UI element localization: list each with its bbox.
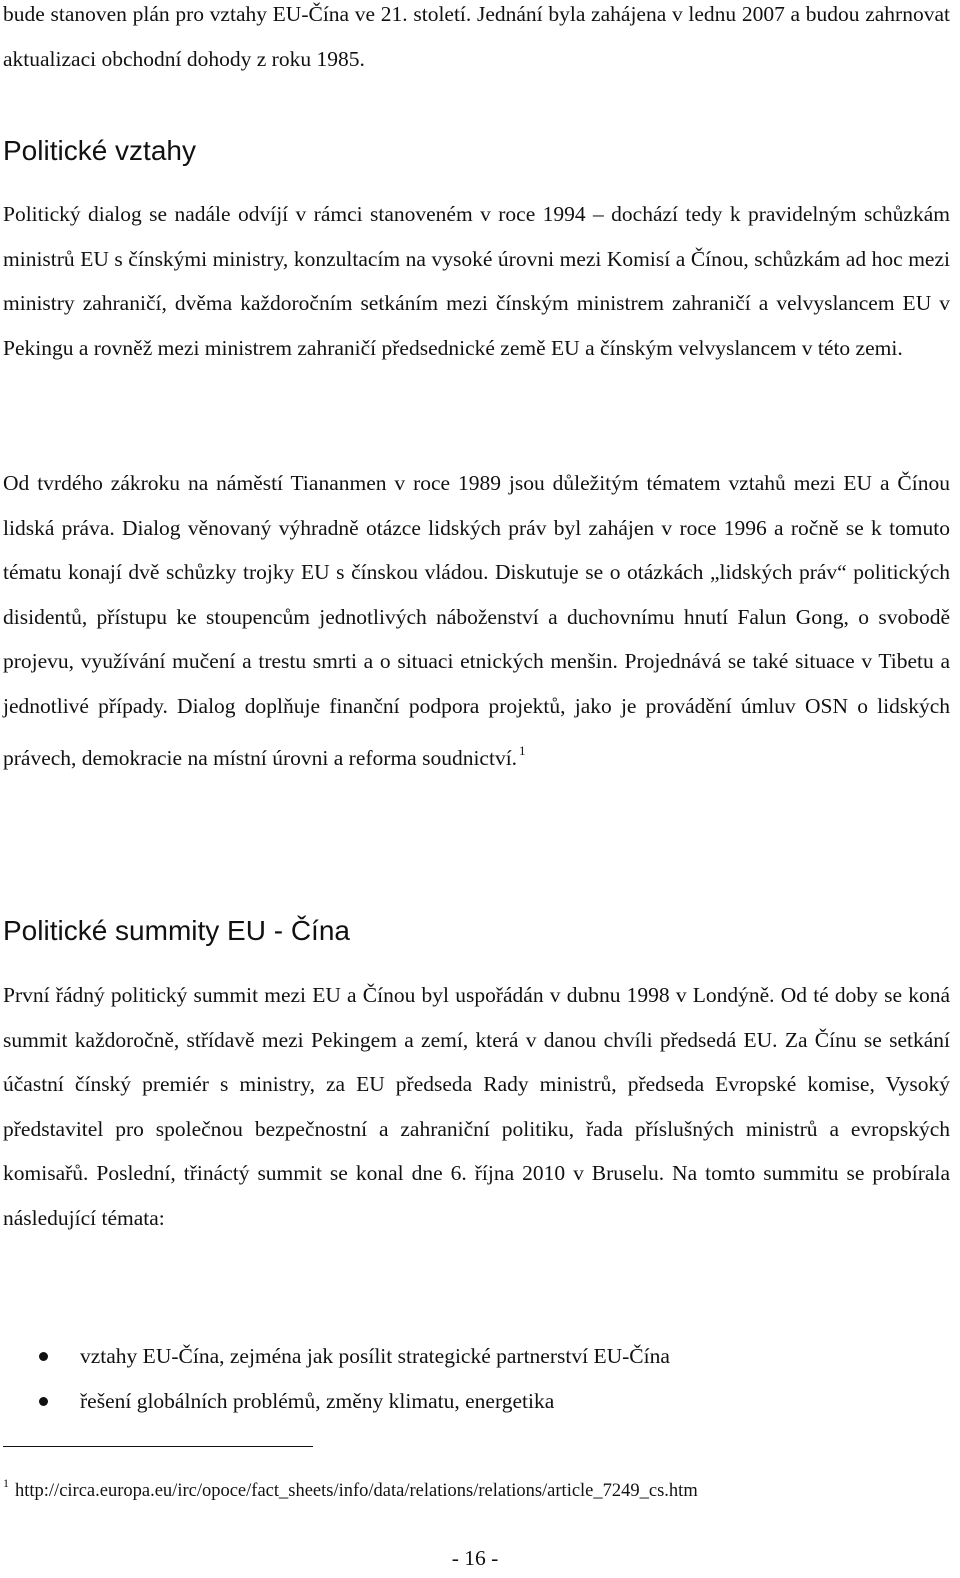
- heading-political-relations: Politické vztahy: [3, 135, 196, 166]
- bullet-icon: [39, 1352, 48, 1361]
- bullet-icon: [39, 1397, 48, 1406]
- heading-political-summits: Politické summity EU - Čína: [3, 915, 350, 946]
- footnote-mark: 1: [3, 1476, 9, 1490]
- human-rights-text: Od tvrdého zákroku na náměstí Tiananmen v roce 1989 jsou důležitým tématem vztahů mezi EU a Čínou lidská práva. Dialog věnovaný výhradně otázce lidských práv byl zahájen v roce 1996 a ročně se k tomuto tématu konají dvě schůzky trojky EU s čínskou vládou. Diskutuje se o otázkách „lidských práv“ politických disidentů, přístupu ke stoupencům jednotlivých náboženství a duchovnímu hnutí Falun Gong, o svobodě projevu, využívání mučení a trestu smrti a o situaci etnických menšin. Projednává se také situace v Tibetu a jednotlivé případy. Dialog doplňuje finanční podpora projektů, jako je provádění úmluv OSN o lidských právech, demokracie na místní úrovni a reforma soudnictví.: [3, 471, 950, 770]
- intro-text: bude stanoven plán pro vztahy EU-Čína ve 21. století. Jednání byla zahájena v lednu 2007 a budou zahrnovat aktualizaci obchodní dohody z roku 1985.: [3, 2, 950, 71]
- political-dialog-paragraph: [3, 192, 950, 370]
- list-item: [0, 1334, 960, 1379]
- footnote-divider: [3, 1446, 313, 1447]
- topic-list: [0, 1334, 960, 1424]
- human-rights-paragraph: [3, 461, 950, 780]
- list-item-text: řešení globálních problémů, změny klimatu, energetika: [80, 1389, 555, 1413]
- summits-paragraph: [3, 973, 950, 1241]
- page-number: - 16 -: [451, 1546, 499, 1570]
- summits-text: První řádný politický summit mezi EU a Čínou byl uspořádán v dubnu 1998 v Londýně. Od té doby se koná summit každoročně, střídavě mezi Pekingem a zemí, která v danou chvíli předsedá EU. Za Čínu se setkání účastní čínský premiér s ministry, za EU předseda Rady ministrů, předseda Evropské komise, Vysoký představitel pro společnou bezpečnostní a zahraniční politiku, řada příslušných ministrů a evropských komisařů. Poslední, třináctý summit se konal dne 6. října 2010 v Bruselu. Na tomto summitu se probírala následující témata:: [3, 983, 950, 1230]
- footnote-link[interactable]: http://circa.europa.eu/irc/opoce/fact_sheets/info/data/relations/relations/article_7249_cs.htm: [15, 1481, 698, 1501]
- footnote-reference: 1: [519, 742, 526, 758]
- footnote: [3, 1470, 698, 1504]
- list-item: [0, 1379, 960, 1424]
- list-item-text: vztahy EU-Čína, zejména jak posílit strategické partnerství EU-Čína: [80, 1344, 670, 1368]
- political-dialog-text: Politický dialog se nadále odvíjí v rámci stanoveném v roce 1994 – dochází tedy k pravidelným schůzkám ministrů EU s čínskými ministry, konzultacím na vysoké úrovni mezi Komisí a Čínou, schůzkám ad hoc mezi ministry zahraničí, dvěma každoročním setkáním mezi čínským ministrem zahraničí a velvyslancem EU v Pekingu a rovněž mezi ministrem zahraničí předsednické země EU a čínským velvyslancem v této zemi.: [3, 202, 950, 360]
- intro-paragraph: [3, 0, 950, 81]
